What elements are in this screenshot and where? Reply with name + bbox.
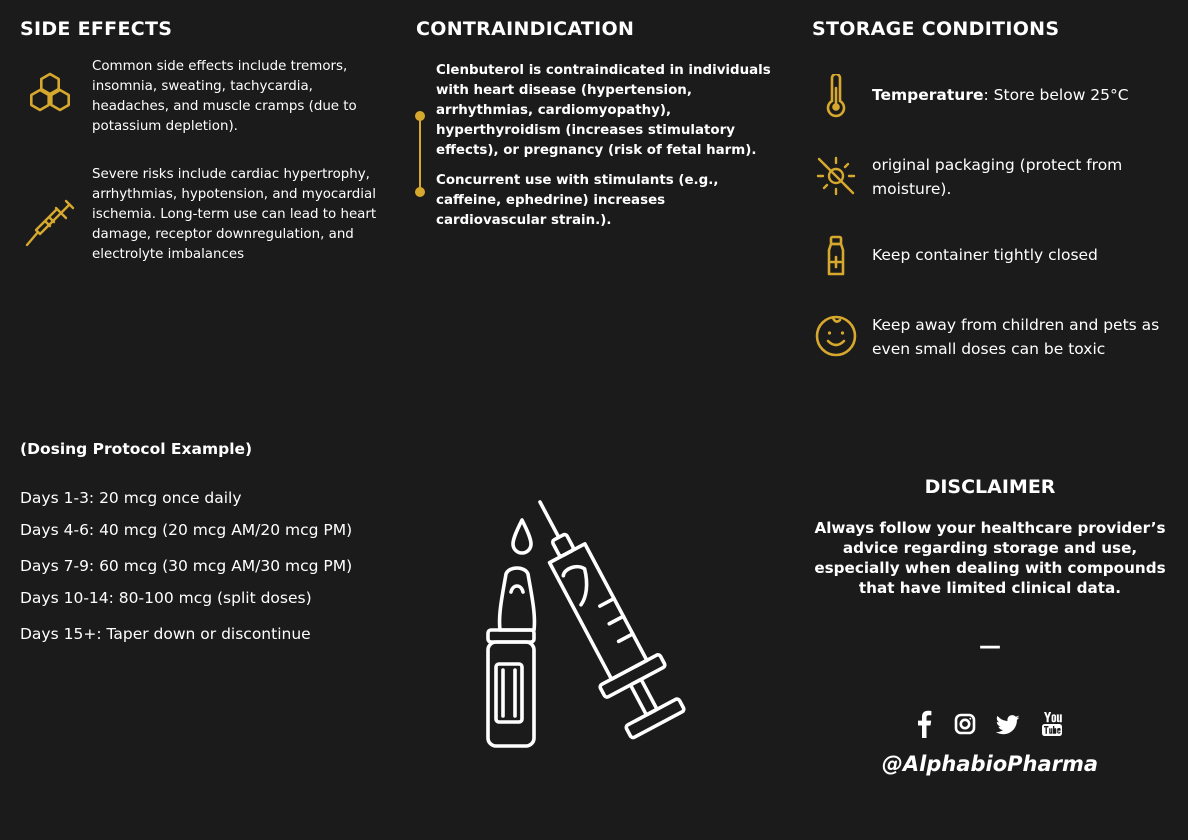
- side-effect-severe-text: Severe risks include cardiac hypertrophy, arrhythmias, hypotension, and myocardial ischemia. Long-term use can lead to heart damage, receptor downregulation, and electrolyte imbalances: [92, 167, 377, 262]
- thermometer-icon: [822, 74, 850, 118]
- temperature-label: Temperature: [872, 86, 984, 104]
- side-effect-common-text: Common side effects include tremors, insomnia, sweating, tachycardia, headaches, and muscle cramps (due to potassium depletion).: [92, 59, 357, 134]
- baby-face-icon: [814, 314, 858, 358]
- honeycomb-icon: [22, 72, 78, 128]
- youtube-icon[interactable]: [1042, 712, 1062, 736]
- facebook-icon[interactable]: [916, 710, 932, 738]
- droplet-icon: [513, 520, 531, 553]
- contraindication-item: Clenbuterol is contraindicated in individuals with heart disease (hypertension, arrhythmias, cardiomyopathy), hyperthyroidism (increases stimulatory effects), or pregnancy (risk of fetal harm).: [436, 63, 771, 158]
- social-icons-row: [914, 710, 1074, 738]
- instagram-icon[interactable]: [954, 713, 976, 735]
- dosing-line: Days 15+: Taper down or discontinue: [20, 625, 311, 643]
- temperature-value: : Store below 25°C: [983, 86, 1129, 104]
- bottle-icon: [822, 234, 850, 278]
- dosing-line: Days 1-3: 20 mcg once daily: [20, 489, 242, 507]
- storage-packaging-text: original packaging (protect from moisture).: [872, 156, 1123, 198]
- dosing-line: Days 10-14: 80-100 mcg (split doses): [20, 589, 312, 607]
- storage-container-text: Keep container tightly closed: [872, 246, 1098, 264]
- disclaimer-body: Always follow your healthcare provider’s advice regarding storage and use, especially when dealing with compounds that have limited clinical data.: [814, 519, 1166, 597]
- dosing-line: Days 7-9: 60 mcg (30 mcg AM/30 mcg PM): [20, 557, 353, 575]
- syringe-illustration-icon: [510, 496, 688, 740]
- disclaimer-divider: —: [979, 634, 1001, 659]
- social-handle[interactable]: @AlphabioPharma: [881, 752, 1099, 776]
- vial-and-syringe-illustration: [476, 496, 716, 758]
- contraindication-item: Concurrent use with stimulants (e.g., caffeine, ephedrine) increases cardiovascular strain.).: [436, 173, 719, 228]
- timeline-line: [419, 116, 421, 192]
- timeline-dot: [415, 111, 425, 121]
- dosing-title: (Dosing Protocol Example): [20, 440, 253, 458]
- disclaimer-title: DISCLAIMER: [924, 476, 1056, 498]
- twitter-icon[interactable]: [996, 715, 1020, 735]
- side-effects-title: SIDE EFFECTS: [20, 18, 173, 40]
- timeline-dot: [415, 187, 425, 197]
- storage-temperature-text: [872, 83, 1162, 107]
- no-sun-icon: [814, 154, 858, 198]
- syringe-icon: [24, 198, 76, 250]
- ampoule-icon: [488, 568, 534, 746]
- contraindication-title: CONTRAINDICATION: [416, 18, 635, 40]
- storage-children-text: Keep away from children and pets as even small doses can be toxic: [872, 316, 1160, 358]
- storage-title: STORAGE CONDITIONS: [812, 18, 1060, 40]
- dosing-line: Days 4-6: 40 mcg (20 mcg AM/20 mcg PM): [20, 521, 353, 539]
